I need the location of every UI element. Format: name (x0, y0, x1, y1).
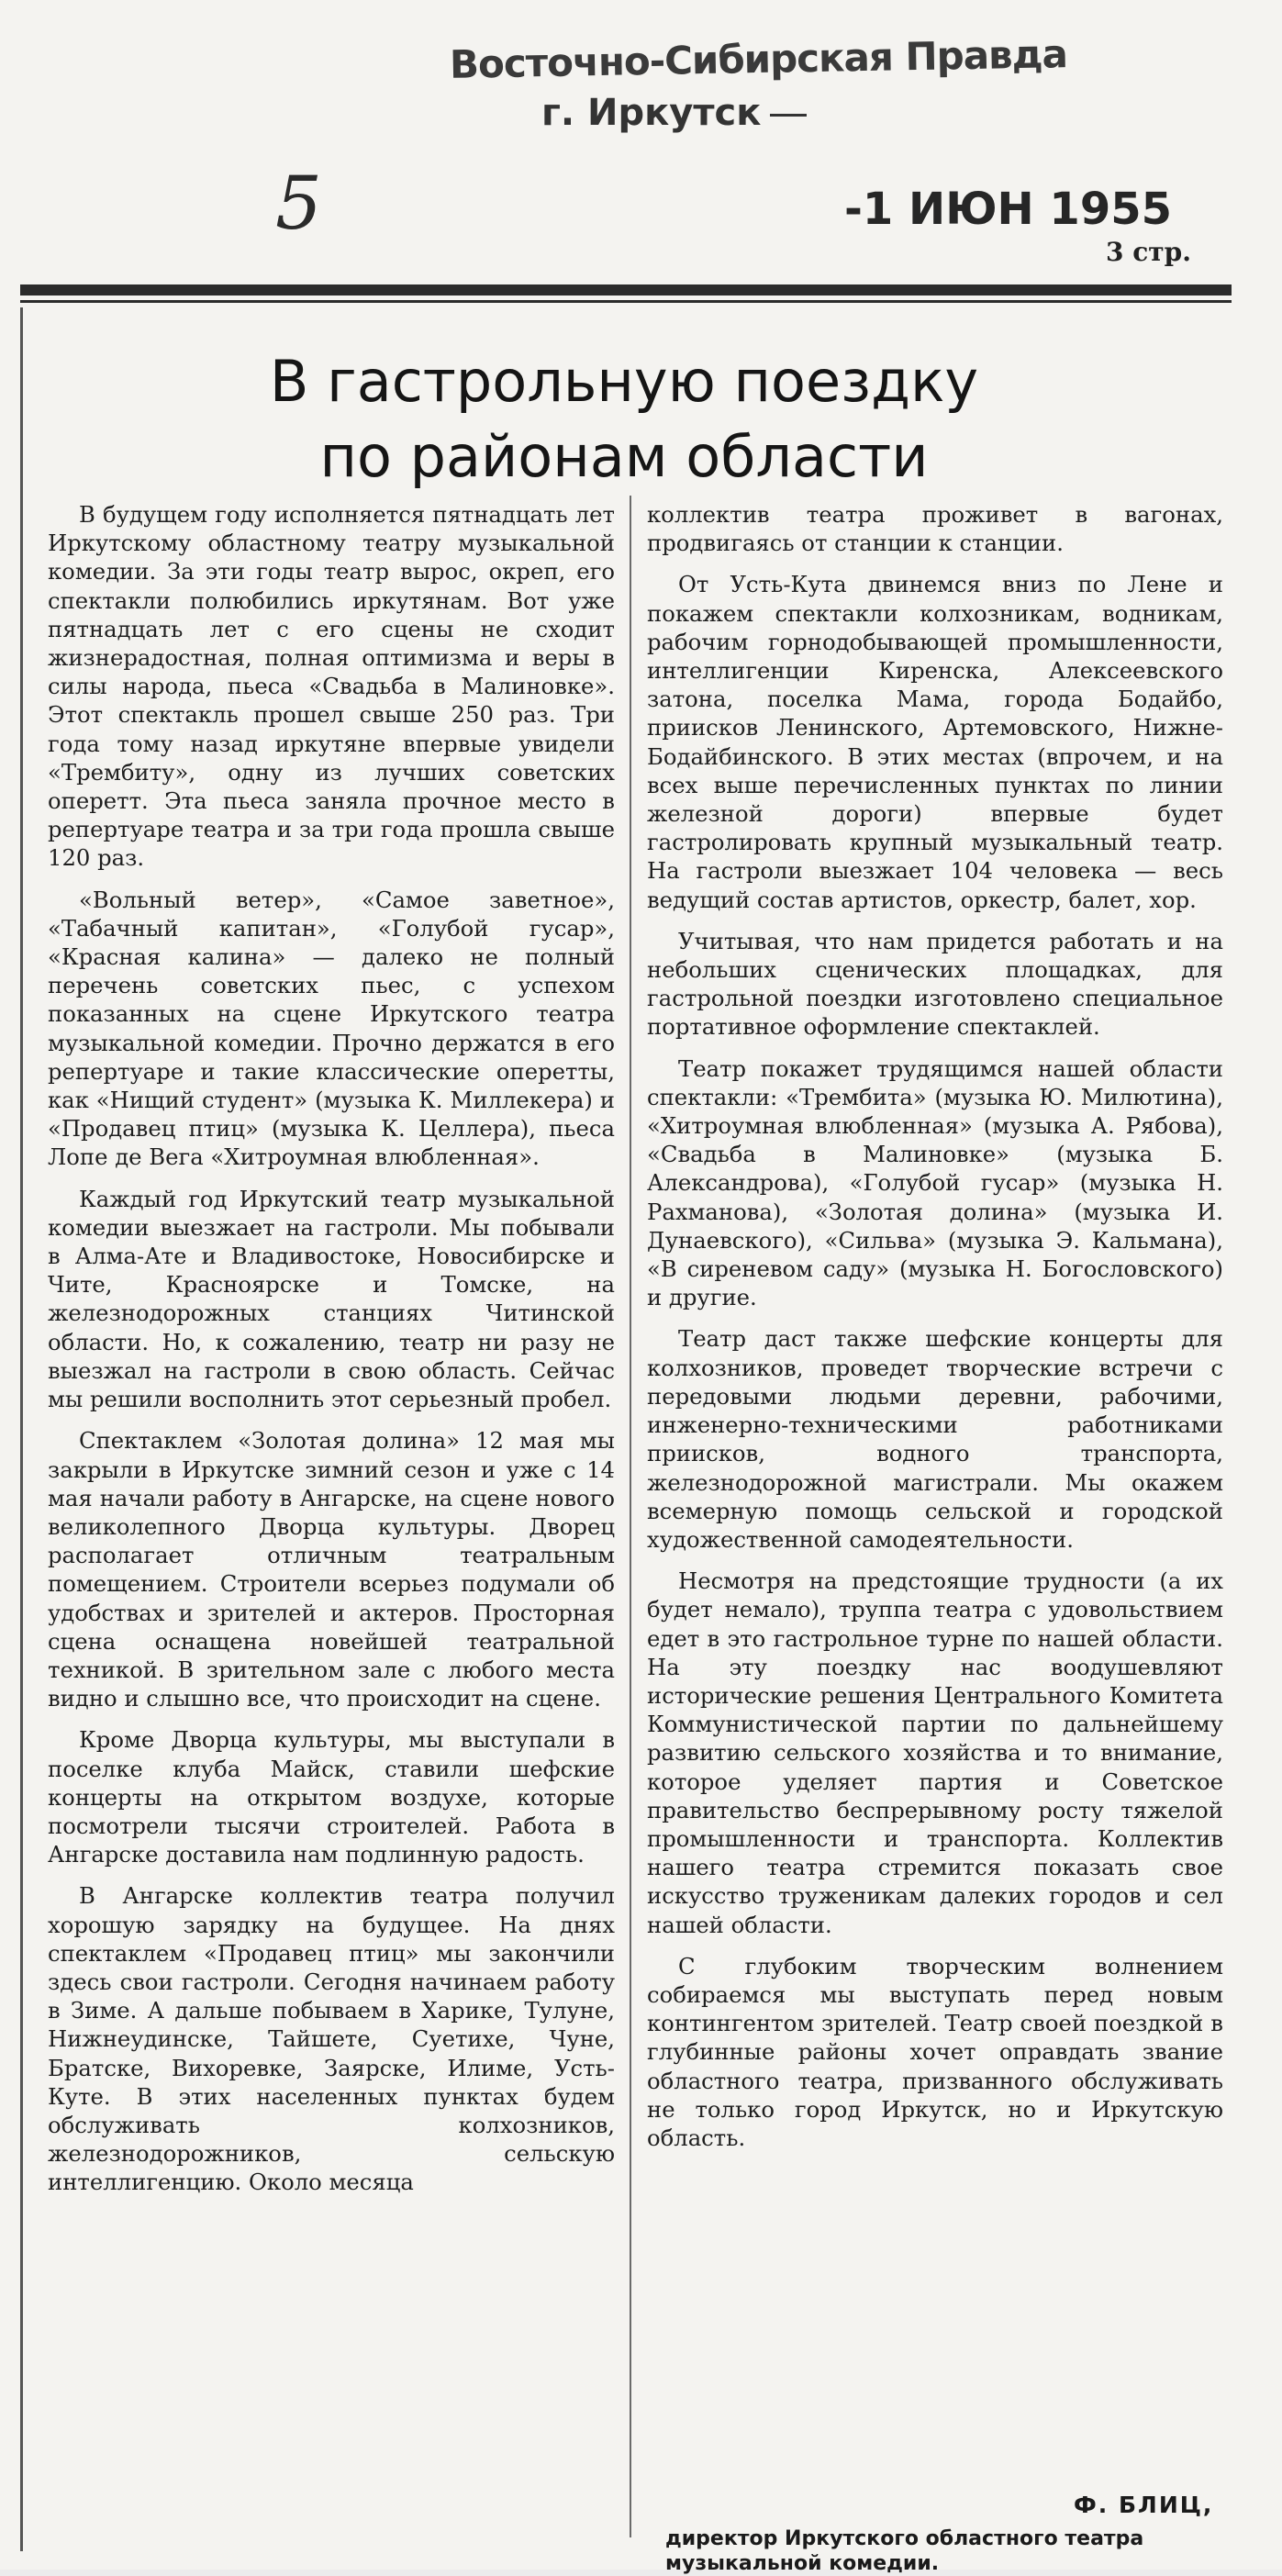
paragraph: Учитывая, что нам придется работать и на небольших сценических площадках, для гастрольной поездки изготовлено специальное портативное оформление спектаклей. (647, 927, 1223, 1041)
headline-line-2: по районам области (319, 423, 929, 490)
paragraph: Театр даст также шефские концерты для колхозников, проведет творческие встречи с передовыми людьми деревни, рабочими, инженерно-техническими работниками приисков, водного транспорта, железнодорожной магистрали. Мы окажем всемерную помощь сельской и городской художественной самодеятельности. (647, 1325, 1223, 1553)
paragraph: Несмотря на предстоящие трудности (а их будет немало), труппа театра с удовольствием едет в это гастрольное турне по нашей области. На эту поездку нас воодушевляют исторические решения Центрального Комитета Коммунистической партии по дальнейшему развитию сельского хозяйства и то внимание, которое уделяет партия и Советское правительство беспрерывному росту тяжелой промышленности и транспорта. Коллектив нашего театра стремится показать свое искусство труженикам далеких городов и сел нашей области. (647, 1567, 1223, 1938)
paragraph: Кроме Дворца культуры, мы выступали в поселке клуба Майск, ставили шефские концерты на открытом воздухе, которые посмотрели тысячи строителей. Работа в Ангарске доставила нам подлинную радость. (48, 1726, 615, 1868)
paragraph: Каждый год Иркутский театр музыкальной комедии выезжает на гастроли. Мы побывали в Алма-Ате и Владивостоке, Новосибирске и Чите, Красноярске и Томске, на железнодорожных станциях Читинской области. Но, к сожалению, театр ни разу не выезжал на гастроли в свою область. Сейчас мы решили восполнить этот серьезный пробел. (48, 1185, 615, 1413)
author-role: директор Иркутского областного театра музыкальной комедии. (665, 2527, 1144, 2575)
paragraph: В Ангарске коллектив театра получил хорошую зарядку на будущее. На днях спектаклем «Продавец птиц» мы закончили здесь свои гастроли. Сегодня начинаем работу в Зиме. А дальше побываем в Харике, Тулуне, Нижнеудинске, Тайшете, Суетихе, Чуне, Братске, Вихоревке, Заярске, Илиме, Усть-Куте. В этих населенных пунктах будем обслуживать колхозников, железнодорожников, сельскую интеллигенцию. Около месяца (48, 1882, 615, 2196)
paragraph: Спектаклем «Золотая долина» 12 мая мы закрыли в Иркутске зимний сезон и уже с 14 мая начали работу в Ангарске, на сцене нового великолепного Дворца культуры. Дворец располагает отличным театральным помещением. Строители всерьез подумали об удобствах и зрителей и актеров. Просторная сцена оснащена новейшей театральной техникой. В зрительном зале с любого места видно и слышно все, что происходит на сцене. (48, 1427, 615, 1712)
paragraph: коллектив театра проживет в вагонах, продвигаясь от станции к станции. (647, 501, 1223, 557)
paragraph: С глубоким творческим волнением собираемся мы выступать перед новым контингентом зрителей. Театр своей поездкой в глубинные районы хочет оправдать звание областного театра, призванного обслуживать не только город Иркутск, но и Иркутскую область. (647, 1952, 1223, 2151)
header-rule-thin (20, 300, 1232, 303)
author-signature: Ф. БЛИЦ, (1074, 2492, 1214, 2518)
city-stamp (541, 92, 807, 134)
article-headline (73, 344, 1175, 495)
date-stamp: -1 ИЮН 1955 (844, 184, 1173, 235)
paragraph: В будущем году исполняется пятнадцать лет Иркутскому областному театру музыкальной комедии. За эти годы театр вырос, окреп, его спектакли полюбились иркутянам. Вот уже пятнадцать лет с его сцены не сходит жизнерадостная, полная оптимизма и веры в силы народа, пьеса «Свадьба в Малиновке». Этот спектакль прошел свыше 250 раз. Три года тому назад иркутяне впервые увидели «Трембиту», одну из лучших советских оперетт. Эта пьеса заняла прочное место в репертуаре театра и за три года прошла свыше 120 раз. (48, 501, 615, 872)
column-divider (630, 496, 631, 2537)
article-column-left (48, 500, 615, 2210)
header-rule-thick (20, 284, 1232, 296)
city-stamp-text: г. Иркутск (541, 92, 762, 134)
headline-line-1: В гастрольную поездку (269, 348, 979, 415)
paragraph: Театр покажет трудящимся нашей области спектакли: «Трембита» (музыка Ю. Милютина), «Хитроумная влюбленная» (музыка А. Рябова), «Свадьба в Малиновке» (музыка Б. Александрова), «Голубой гусар» (музыка Н. Рахманова), «Золотая долина» (музыка И. Дунаевского), «Сильва» (музыка Э. Кальмана), «В сиреневом саду» (музыка Н. Богословского) и другие. (647, 1054, 1223, 1311)
paragraph: От Усть-Кута двинемся вниз по Лене и покажем спектакли колхозникам, водникам, рабочим горнодобывающей промышленности, интеллигенции Киренска, Алексеевского затона, поселка Мама, города Бодайбо, приисков Ленинского, Артемовского, Нижне-Бодайбинского. В этих местах (впрочем, и на всех выше перечисленных пунктах по линии железной дороги) впервые будет гастролировать крупный музыкальный театр. На гастроли выезжает 104 человека — весь ведущий состав артистов, оркестр, балет, хор. (647, 571, 1223, 913)
paragraph: «Вольный ветер», «Самое заветное», «Табачный капитан», «Голубой гусар», «Красная калина» — далеко не полный перечень советских пьес, с успехом показанных на сцене Иркутского театра музыкальной комедии. Прочно держатся в его репертуаре и такие классические оперетты, как «Нищий студент» (музыка К. Миллекера) и «Продавец птиц» (музыка К. Целлера), пьеса Лопе де Вега «Хитроумная влюбленная». (48, 886, 615, 1171)
article-column-right (647, 500, 1223, 2165)
handwritten-mark: 5 (275, 161, 322, 246)
publication-stamp: Восточно-Сибирская Правда (449, 31, 1068, 87)
page-number: 3 стр. (1106, 237, 1191, 267)
stamp-dash (770, 114, 807, 117)
